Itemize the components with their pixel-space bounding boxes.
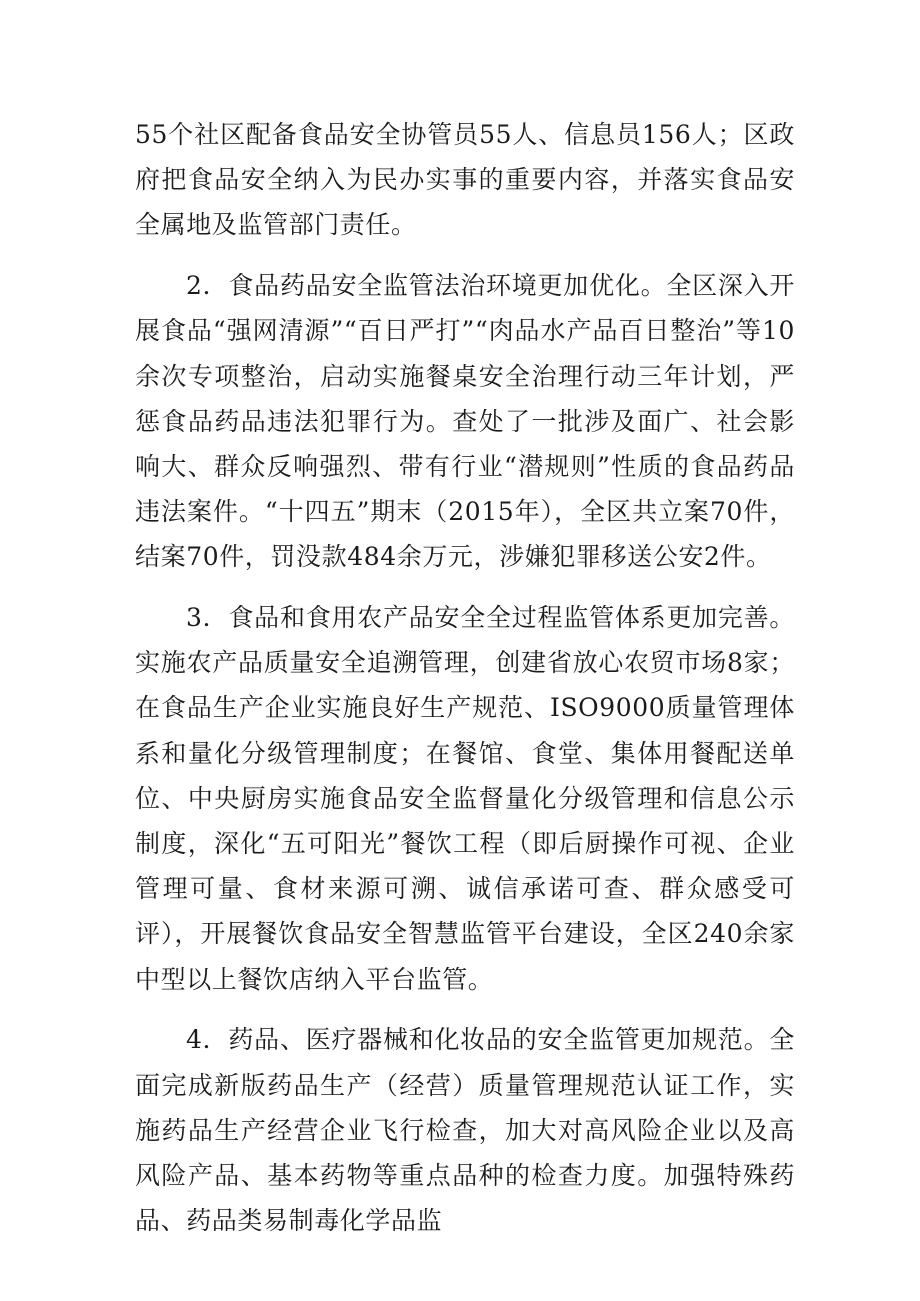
paragraph-item-4: 4．药品、医疗器械和化妆品的安全监管更加规范。全面完成新版药品生产（经营）质量管理规范认证工作，实施药品生产经营企业飞行检查，加大对高风险企业以及高风险产品、基本药物等重点品种的检查力度。加强特殊药品、药品类易制毒化学品监	[135, 1025, 795, 1236]
paragraph-item-3: 3．食品和食用农产品安全全过程监管体系更加完善。实施农产品质量安全追溯管理，创建省放心农贸市场8家；在食品生产企业实施良好生产规范、ISO9000质量管理体系和量化分级管理制度；在餐馆、食堂、集体用餐配送单位、中央厨房实施食品安全监督量化分级管理和信息公示制度，深化“五可阳光”餐饮工程（即后厨操作可视、企业管理可量、食材来源可溯、诚信承诺可查、群众感受可评），开展餐饮食品安全智慧监管平台建设，全区240余家中型以上餐饮店纳入平台监管。	[135, 603, 795, 994]
paragraph-continuation: 55个社区配备食品安全协管员55人、信息员156人；区政府把食品安全纳入为民办实事的重要内容，并落实食品安全属地及监管部门责任。	[135, 120, 795, 240]
paragraph-item-2: 2．食品药品安全监管法治环境更加优化。全区深入开展食品“强网清源”“百日严打”“肉品水产品百日整治”等10余次专项整治，启动实施餐桌安全治理行动三年计划，严惩食品药品违法犯罪行为。查处了一批涉及面广、社会影响大、群众反响强烈、带有行业“潜规则”性质的食品药品违法案件。“十四五”期末（2015年），全区共立案70件，结案70件，罚没款484余万元，涉嫌犯罪移送公安2件。	[135, 271, 795, 572]
document-body	[135, 112, 795, 1243]
